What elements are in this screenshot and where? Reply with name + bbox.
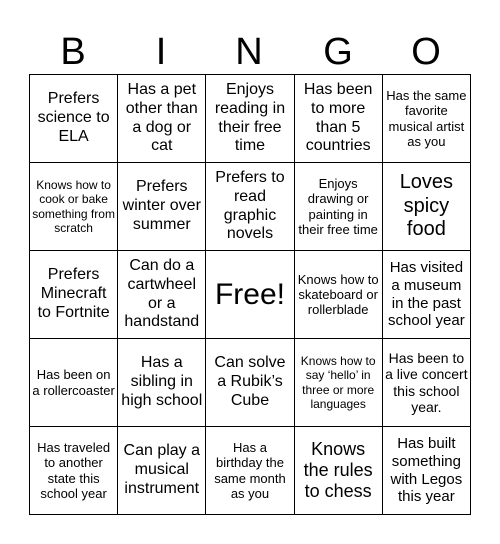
bingo-cell[interactable]: Knows how to skateboard or rollerblade [294, 251, 382, 339]
bingo-cell[interactable]: Has been to a live concert this school year. [382, 339, 470, 427]
bingo-header [29, 30, 471, 74]
bingo-cell[interactable]: Can play a musical instrument [118, 427, 206, 515]
bingo-row [30, 163, 471, 251]
header-letter-g: G [323, 31, 353, 73]
bingo-cell[interactable]: Knows how to say ‘hello’ in three or more languages [294, 339, 382, 427]
header-letter-i: I [155, 31, 167, 73]
bingo-cell[interactable]: Has visited a museum in the past school year [382, 251, 470, 339]
bingo-cell[interactable]: Loves spicy food [382, 163, 470, 251]
bingo-row [30, 75, 471, 163]
bingo-cell[interactable]: Knows the rules to chess [294, 427, 382, 515]
bingo-cell[interactable]: Prefers winter over summer [118, 163, 206, 251]
header-letter-o: O [411, 31, 441, 73]
bingo-cell[interactable]: Has the same favorite musical artist as you [382, 75, 470, 163]
bingo-cell[interactable]: Can solve a Rubik’s Cube [206, 339, 294, 427]
bingo-cell[interactable]: Has built something with Legos this year [382, 427, 470, 515]
bingo-cell[interactable]: Prefers science to ELA [30, 75, 118, 163]
bingo-cell[interactable]: Has a pet other than a dog or cat [118, 75, 206, 163]
free-space-cell[interactable]: Free! [206, 251, 294, 339]
bingo-cell[interactable]: Prefers Minecraft to Fortnite [30, 251, 118, 339]
bingo-cell[interactable]: Prefers to read graphic novels [206, 163, 294, 251]
bingo-cell[interactable]: Has traveled to another state this school year [30, 427, 118, 515]
bingo-cell[interactable]: Has a sibling in high school [118, 339, 206, 427]
bingo-row [30, 427, 471, 515]
header-letter-n: N [235, 31, 263, 73]
bingo-row [30, 251, 471, 339]
bingo-cell[interactable]: Can do a cartwheel or a handstand [118, 251, 206, 339]
bingo-cell[interactable]: Has been to more than 5 countries [294, 75, 382, 163]
bingo-card-grid [29, 74, 471, 515]
bingo-cell[interactable]: Enjoys reading in their free time [206, 75, 294, 163]
bingo-row [30, 339, 471, 427]
bingo-cell[interactable]: Has been on a rollercoaster [30, 339, 118, 427]
bingo-cell[interactable]: Knows how to cook or bake something from scratch [30, 163, 118, 251]
bingo-cell[interactable]: Enjoys drawing or painting in their free time [294, 163, 382, 251]
bingo-cell[interactable]: Has a birthday the same month as you [206, 427, 294, 515]
header-letter-b: B [60, 31, 86, 73]
